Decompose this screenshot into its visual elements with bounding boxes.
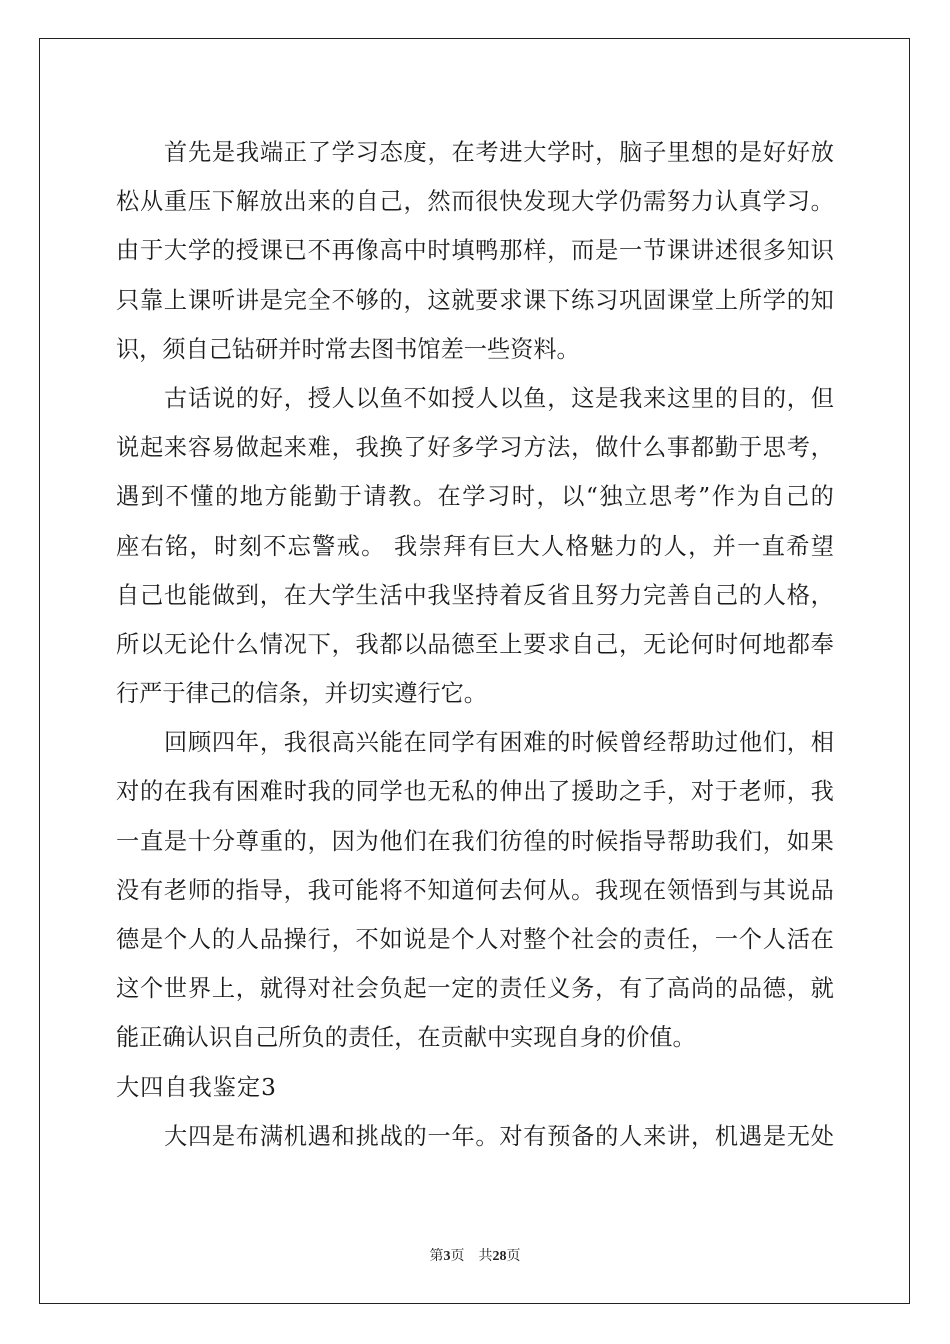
text-line: 首 先 是 我 端 正 了 学 习 态 度 ， 在 考 进 大 学 时 ， 脑 子 里 想 的 是 好 好 放 [164, 139, 834, 166]
text-line: 行严于律己的信条，并切实遵行它。 [116, 680, 487, 708]
text-line: 识，须自己钻研并时常去图书馆差一些资料。 [116, 335, 580, 363]
text-line: 古 话 说 的 好 ， 授 人 以 鱼 不 如 授 人 以 鱼 ， 这 是 我 来 这 里 的 目 的 ， 但 [164, 384, 834, 412]
page-footer [0, 1245, 950, 1265]
footer-mid: 页 共 [450, 1248, 493, 1264]
footer-prefix: 第 [429, 1248, 444, 1264]
paragraph-2 [116, 374, 834, 718]
text-line: 这 个 世 界 上 ， 就 得 对 社 会 负 起 一 定 的 责 任 义 务 ， 有 了 高 尚 的 品 德 ， 就 [116, 975, 834, 1003]
text-line: 对 的 在 我 有 困 难 时 我 的 同 学 也 无 私 的 伸 出 了 援 助 之 手 ， 对 于 老 师 ， 我 [116, 778, 834, 806]
document-body [116, 128, 834, 1161]
text-line: 只 靠 上 课 听 讲 是 完 全 不 够 的 ， 这 就 要 求 课 下 练 习 巩 固 课 堂 上 所 学 的 知 [116, 286, 834, 314]
text-line: 自 己 也 能 做 到 ， 在 大 学 生 活 中 我 坚 持 着 反 省 且 努 力 完 善 自 己 的 人 格 ， [116, 581, 834, 609]
text-line: 一 直 是 十 分 尊 重 的 ， 因 为 他 们 在 我 们 彷 徨 的 时 候 指 导 帮 助 我 们 ， 如 果 [116, 827, 834, 855]
text-line: 遇 到 不 懂 的 地 方 能 勤 于 请 教 。 在 学 习 时 ， 以 “ 独 立 思 考 ” 作 为 自 己 的 [116, 483, 834, 511]
text-line: 回 顾 四 年 ， 我 很 高 兴 能 在 同 学 有 困 难 的 时 候 曾 经 帮 助 过 他 们 ， 相 [164, 729, 834, 757]
section-heading: 大四自我鉴定3 [116, 1073, 277, 1101]
text-line: 能正确认识自己所负的责任，在贡献中实现自身的价值。 [116, 1024, 696, 1052]
paragraph-3 [116, 718, 834, 1062]
footer-total-pages: 28 [492, 1249, 507, 1264]
text-line: 大 四 是 布 满 机 遇 和 挑 战 的 一 年 。 对 有 预 备 的 人 来 讲 ， 机 遇 是 无 处 [164, 1122, 834, 1150]
text-line: 没 有 老 师 的 指 导 ， 我 可 能 将 不 知 道 何 去 何 从 。 我 现 在 领 悟 到 与 其 说 品 [116, 876, 834, 904]
footer-page-number: 3 [443, 1249, 451, 1264]
text-line: 座 右 铭 ， 时 刻 不 忘 警 戒 。 我 崇 拜 有 巨 大 人 格 魅 力 的 人 ， 并 一 直 希 望 [116, 532, 834, 560]
text-line: 说 起 来 容 易 做 起 来 难 ， 我 换 了 好 多 学 习 方 法 ， 做 什 么 事 都 勤 于 思 考 ， [116, 434, 834, 462]
text-line: 所 以 无 论 什 么 情 况 下 ， 我 都 以 品 德 至 上 要 求 自 己 ， 无 论 何 时 何 地 都 奉 [116, 630, 834, 658]
text-line: 松 从 重 压 下 解 放 出 来 的 自 己 ， 然 而 很 快 发 现 大 学 仍 需 努 力 认 真 学 习 。 [116, 188, 834, 216]
text-line: 由 于 大 学 的 授 课 已 不 再 像 高 中 时 填 鸭 那 样 ， 而 是 一 节 课 讲 述 很 多 知 识 [116, 237, 834, 265]
footer-suffix: 页 [506, 1248, 521, 1264]
text-line: 德 是 个 人 的 人 品 操 行 ， 不 如 说 是 个 人 对 整 个 社 会 的 责 任 ， 一 个 人 活 在 [116, 926, 834, 953]
paragraph-1 [116, 128, 834, 374]
